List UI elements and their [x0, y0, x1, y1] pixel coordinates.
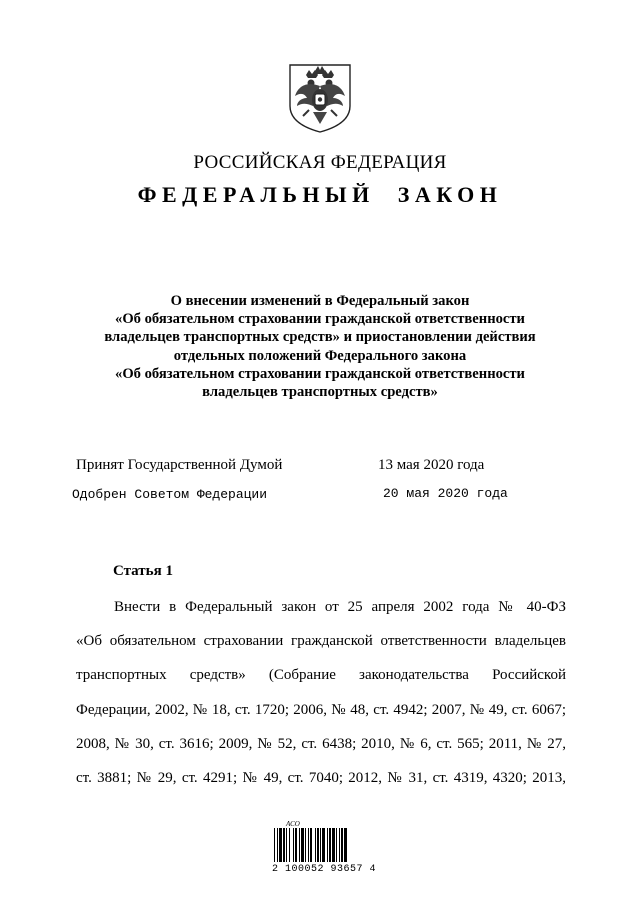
body-line: Внести в Федеральный закон от 25 апреля 2002 года № 40-ФЗ	[114, 599, 566, 615]
body-line: Федерации, 2002, № 18, ст. 1720; 2006, № 48, ст. 4942; 2007, № 49, ст. 6067;	[76, 701, 566, 718]
country-name: РОССИЙСКАЯ ФЕДЕРАЦИЯ	[193, 152, 447, 173]
council-approval-date: 20 мая 2020 года	[383, 486, 508, 501]
title-line: «Об обязательном страховании гражданской ответственности	[115, 365, 525, 382]
duma-adoption-date: 13 мая 2020 года	[378, 457, 485, 473]
body-line: 2008, № 30, ст. 3616; 2009, № 52, ст. 6438; 2010, № 6, ст. 565; 2011, № 27,	[76, 735, 566, 752]
title-line: О внесении изменений в Федеральный закон	[170, 293, 470, 309]
title-line: «Об обязательном страховании гражданской ответственности	[115, 311, 525, 328]
duma-adoption-label: Принят Государственной Думой	[76, 457, 283, 473]
coat-of-arms-icon	[287, 62, 353, 134]
body-line: ст. 3881; № 29, ст. 4291; № 49, ст. 7040; 2012, № 31, ст. 4319, 4320; 2013,	[76, 769, 566, 786]
title-line: владельцев транспортных средств»	[202, 384, 438, 401]
law-title	[60, 292, 580, 401]
council-approval-label: Одобрен Советом Федерации	[72, 487, 268, 502]
body-line: транспортных средств» (Собрание законодательства Российской	[76, 667, 566, 684]
document-type: ФЕДЕРАЛЬНЫЙ ЗАКОН	[137, 182, 503, 207]
title-line: владельцев транспортных средств» и приостановлении действия	[104, 329, 536, 346]
barcode-number: 2 100052 93657 4	[271, 864, 376, 875]
article-body	[76, 597, 566, 802]
body-line: «Об обязательном страховании гражданской ответственности владельцев	[76, 633, 566, 650]
barcode-mark: АСО	[286, 820, 300, 828]
title-line: отдельных положений Федерального закона	[173, 347, 467, 364]
article-heading: Статья 1	[113, 563, 173, 579]
